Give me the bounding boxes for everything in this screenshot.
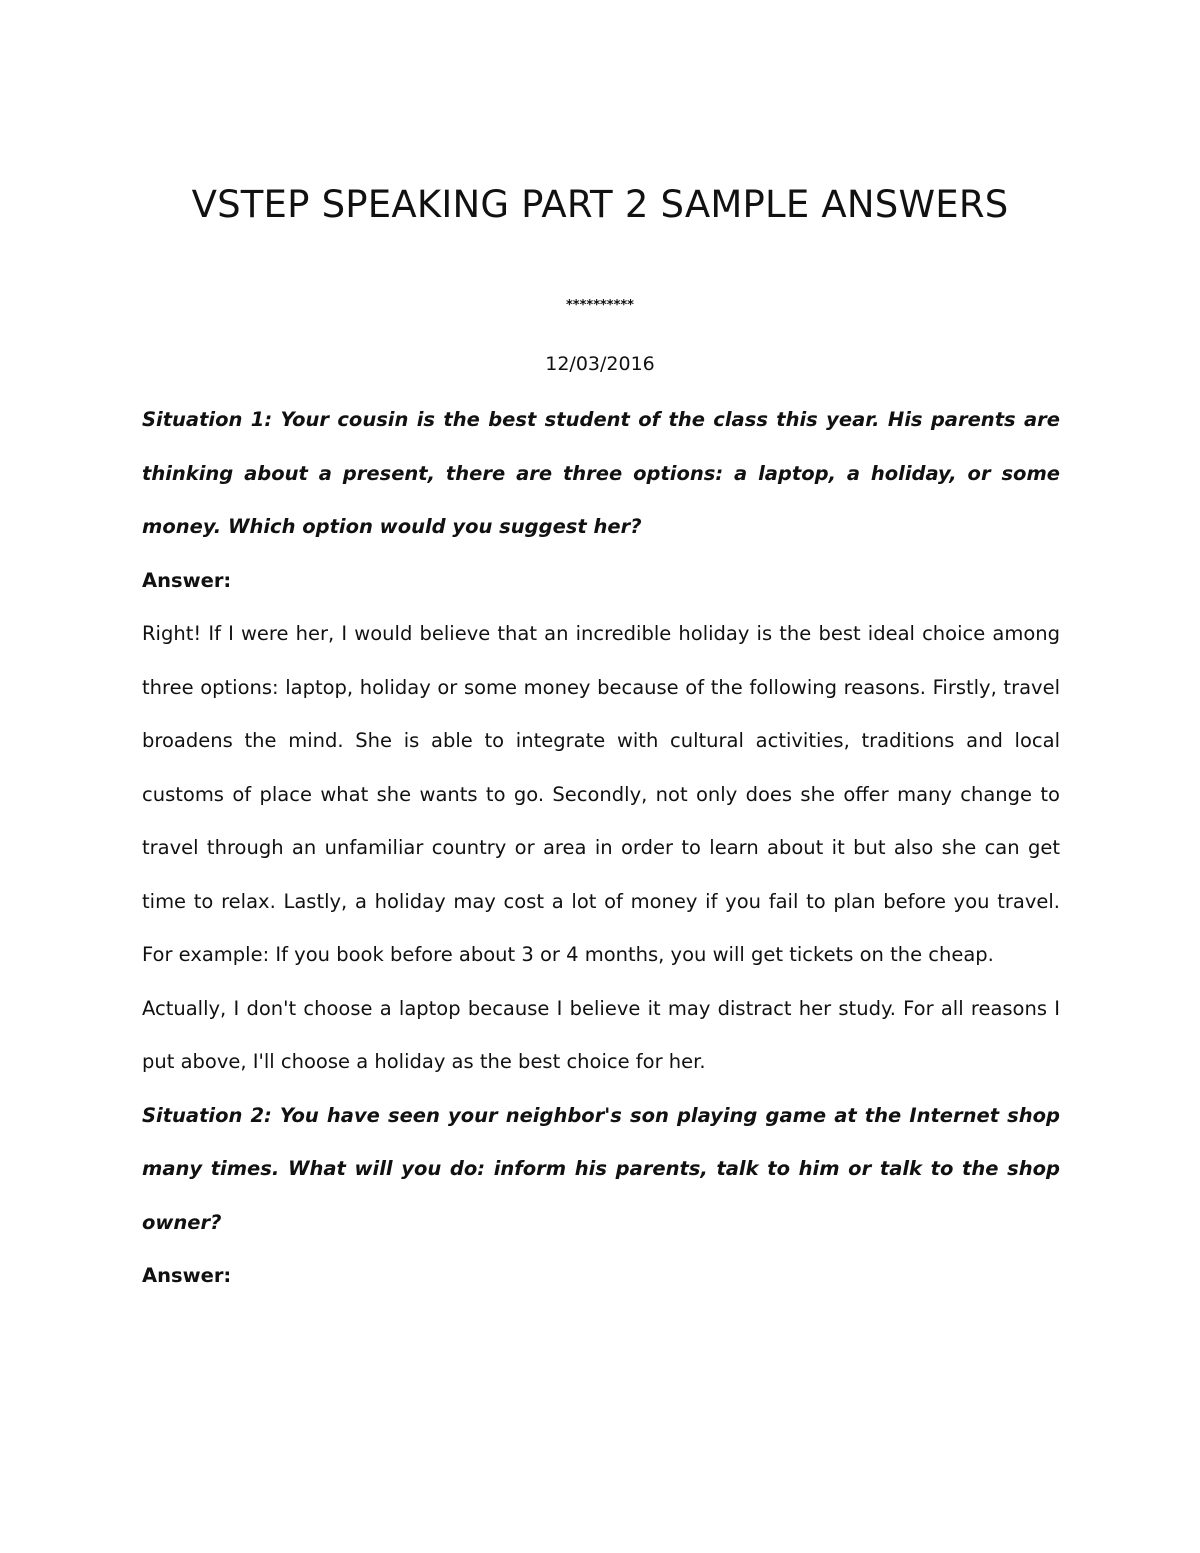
separator-stars: ********** xyxy=(566,298,634,313)
situation-1-answer-paragraph-2: Actually, I don't choose a laptop because I believe it may distract her study. For all reasons I put above, I'll choose a holiday as the best choice for her. xyxy=(142,996,1060,1073)
document-date: 12/03/2016 xyxy=(545,353,655,375)
situation-1-question: Situation 1: Your cousin is the best student of the class this year. His parents are thinking about a present, there are three options: a laptop, a holiday, or some money. Which option would you suggest her? xyxy=(142,408,1060,538)
situation-2-answer-label: Answer: xyxy=(142,1264,232,1287)
document-title: VSTEP SPEAKING PART 2 SAMPLE ANSWERS xyxy=(191,183,1009,226)
situation-2-question: Situation 2: You have seen your neighbor's son playing game at the Internet shop many times. What will you do: inform his parents, talk to him or talk to the shop owner? xyxy=(142,1103,1060,1234)
situation-1-answer-paragraph-1: Right! If I were her, I would believe that an incredible holiday is the best ideal choice among three options: laptop, holiday or some money because of the following reasons. Firstly, travel broadens the mind. She is able to integrate with cultural activities, traditions and local customs of place what she wants to go. Secondly, not only does she offer many change to travel through an unfamiliar country or area in order to learn about it but also she can get time to relax. Lastly, a holiday may cost a lot of money if you fail to plan before you travel. For example: If you book before about 3 or 4 months, you will get tickets on the cheap. xyxy=(142,622,1060,966)
situation-1-answer-label: Answer: xyxy=(142,568,232,592)
document-body xyxy=(142,393,1060,1303)
